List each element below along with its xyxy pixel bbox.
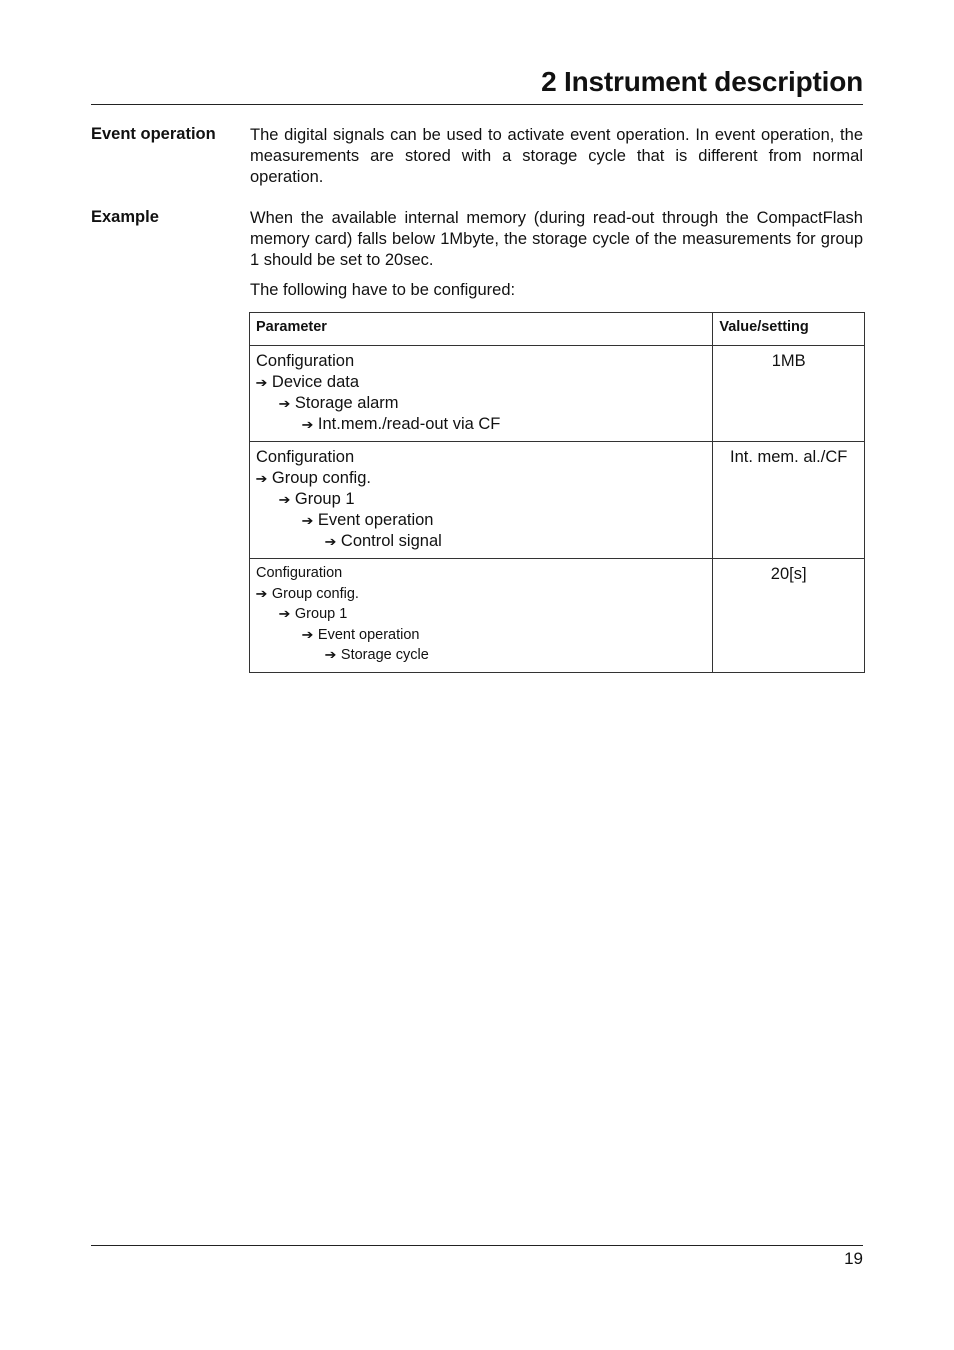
page-number: 19 <box>844 1249 863 1268</box>
arrow-right-icon: ➔ <box>255 375 268 390</box>
arrow-right-icon: ➔ <box>324 647 337 662</box>
arrow-right-icon: ➔ <box>324 534 337 549</box>
path-step <box>256 414 706 435</box>
settings-table <box>249 312 865 673</box>
path-step-label: Configuration <box>256 565 343 581</box>
path-step-label: Storage alarm <box>294 394 399 412</box>
parameter-path-cell <box>250 346 713 442</box>
path-step-label: Group config. <box>271 585 359 602</box>
example-intro: The following have to be configured: <box>250 281 516 299</box>
path-step <box>256 584 706 605</box>
header-divider <box>91 104 863 105</box>
path-step <box>256 372 706 393</box>
path-step <box>256 393 706 414</box>
path-step-label: Configuration <box>256 448 355 466</box>
arrow-right-icon: ➔ <box>255 585 268 601</box>
parameter-path-cell <box>250 442 713 559</box>
path-step <box>256 510 706 531</box>
footer-divider <box>91 1245 863 1246</box>
example-heading: Example <box>91 208 159 226</box>
path-step-label: Event operation <box>317 626 420 643</box>
arrow-right-icon: ➔ <box>278 396 291 411</box>
value-cell: 20[s] <box>713 559 865 673</box>
path-step-label: Configuration <box>256 352 355 370</box>
event-operation-text: The digital signals can be used to activate event operation. In event operation, the measurements are stored with a storage cycle that is different from normal operation. <box>250 126 863 186</box>
path-root <box>256 351 706 372</box>
value-column-header: Value/setting <box>713 313 865 346</box>
path-step-label: Storage cycle <box>340 647 429 663</box>
path-step <box>256 489 706 510</box>
path-step <box>256 625 706 646</box>
path-step-label: Group 1 <box>294 606 348 622</box>
value-cell: 1MB <box>713 346 865 442</box>
chapter-title: 2 Instrument description <box>541 66 863 97</box>
path-step <box>256 604 706 625</box>
arrow-right-icon: ➔ <box>301 417 314 432</box>
path-step-label: Group config. <box>271 469 371 487</box>
parameter-column-header: Parameter <box>250 313 713 346</box>
arrow-right-icon: ➔ <box>278 606 291 621</box>
arrow-right-icon: ➔ <box>301 513 314 528</box>
example-text: When the available internal memory (during read-out through the CompactFlash memory card) falls below 1Mbyte, the storage cycle of the measurements for group 1 should be set to 20sec. <box>250 209 863 269</box>
table-header-row <box>250 313 865 346</box>
table-row <box>250 442 865 559</box>
arrow-right-icon: ➔ <box>301 626 314 642</box>
path-step-label: Device data <box>271 373 360 391</box>
path-step <box>256 531 706 552</box>
path-step-label: Control signal <box>340 532 442 550</box>
path-step-label: Event operation <box>317 511 434 529</box>
path-step <box>256 645 706 666</box>
arrow-right-icon: ➔ <box>278 492 291 507</box>
path-step-label: Int.mem./read-out via CF <box>317 415 501 433</box>
event-operation-heading: Event operation <box>91 125 216 143</box>
table-body <box>250 346 865 673</box>
path-step-label: Group 1 <box>294 490 355 508</box>
parameter-path-cell <box>250 559 713 673</box>
value-cell: Int. mem. al./CF <box>713 442 865 559</box>
path-root <box>256 564 706 584</box>
table-row <box>250 346 865 442</box>
path-root <box>256 447 706 468</box>
path-step <box>256 468 706 489</box>
arrow-right-icon: ➔ <box>255 471 268 486</box>
table-row <box>250 559 865 673</box>
